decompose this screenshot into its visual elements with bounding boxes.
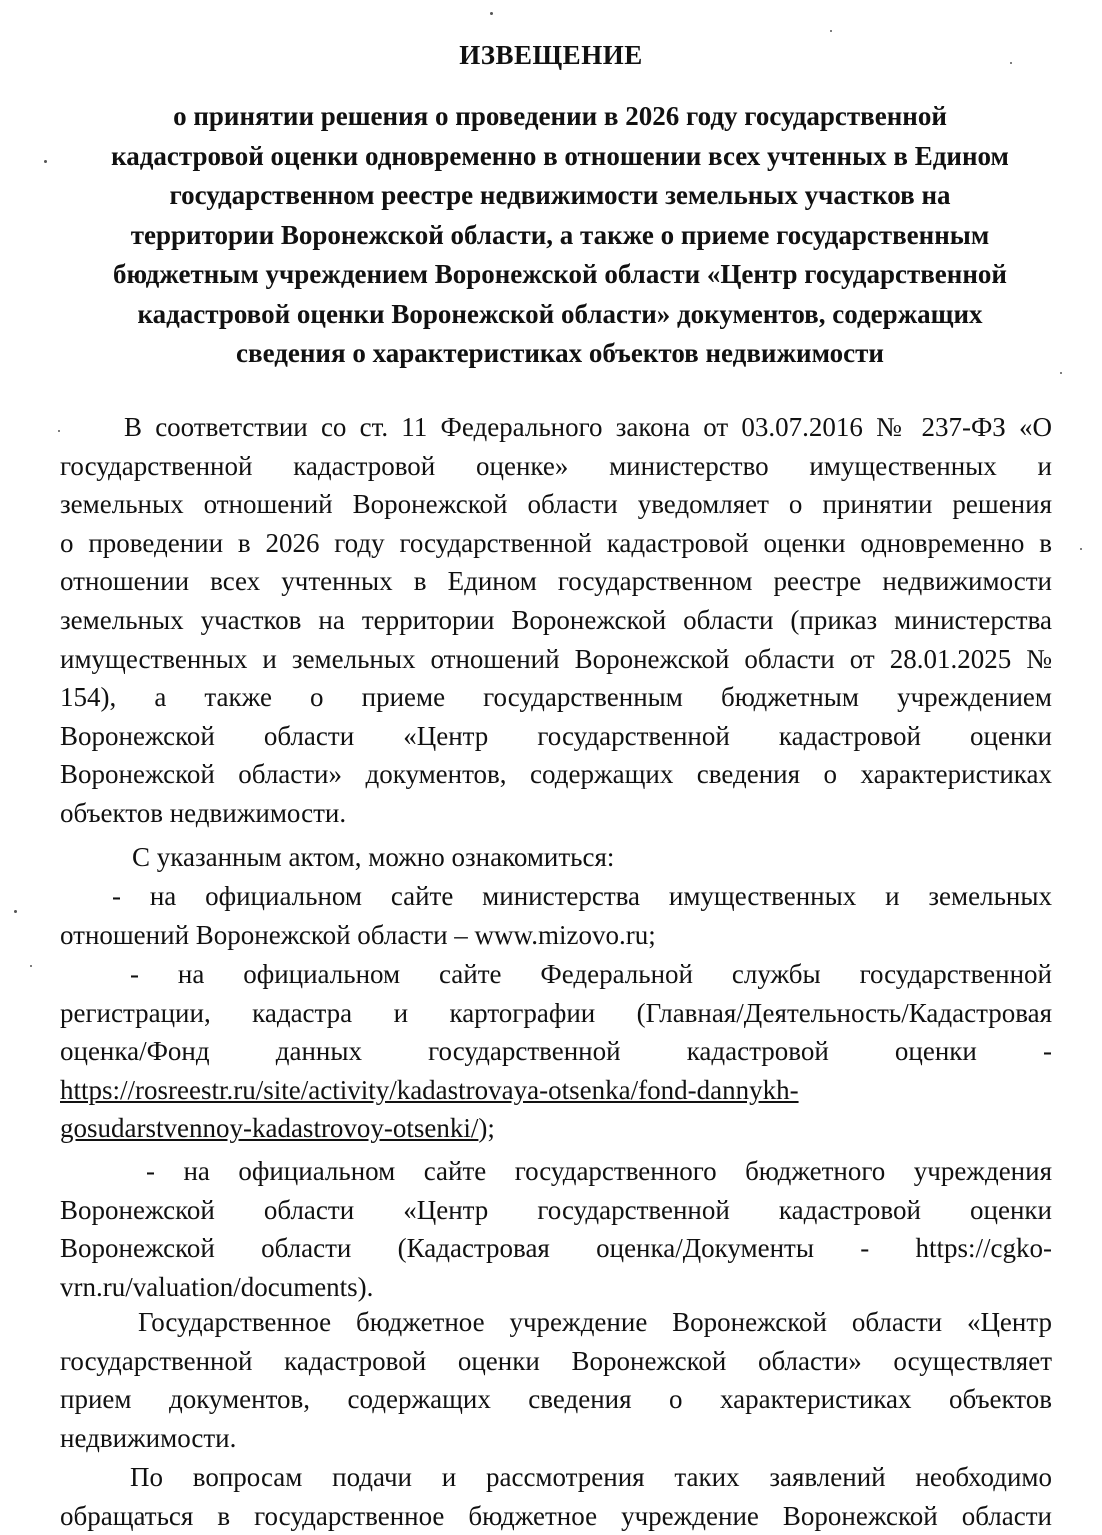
scan-speck <box>1080 548 1082 550</box>
paragraph-line: имущественных и земельных отношений Воронежской области от 28.01.2025 № <box>60 643 1052 674</box>
paragraph-line: государственной кадастровой оценке» министерство имущественных и <box>60 450 1052 481</box>
subtitle-line: кадастровой оценки одновременно в отношении всех учтенных в Едином <box>111 140 1009 171</box>
subtitle-line: бюджетным учреждением Воронежской области «Центр государственной <box>113 259 1007 289</box>
paragraph-line: прием документов, содержащих сведения о характеристиках объектов <box>60 1384 1052 1415</box>
paragraph-line <box>60 1071 1052 1110</box>
paragraph-line: Государственное бюджетное учреждение Воронежской области «Центр <box>138 1307 1052 1337</box>
paragraph-line: - на официальном сайте Федеральной службы государственной <box>130 959 1052 989</box>
paragraph-line: По вопросам подачи и рассмотрения таких заявлений необходимо <box>130 1462 1052 1492</box>
paragraph-line: Воронежской области «Центр государственной кадастровой оценки <box>60 720 1052 751</box>
paragraph-line: земельных участков на территории Воронежской области (приказ министерства <box>60 604 1052 635</box>
scan-speck <box>44 160 47 163</box>
list-item-cgko <box>60 1152 1052 1306</box>
paragraph-line: Воронежской области (Кадастровая оценка/Документы - https://cgko- <box>60 1233 1052 1264</box>
paragraph-line: - на официальном сайте министерства имущественных и земельных <box>112 881 1052 911</box>
list-item-rosreestr <box>60 955 1052 1148</box>
paragraph-line: обращаться в государственное бюджетное учреждение Воронежской области <box>60 1500 1052 1531</box>
paragraph-line: недвижимости. <box>60 1422 237 1453</box>
subtitle-line: сведения о характеристиках объектов недвижимости <box>236 338 884 368</box>
paragraph-line: отношении всех учтенных в Едином государственном реестре недвижимости <box>60 566 1052 597</box>
paragraph-line <box>60 1109 1052 1148</box>
paragraph-line: земельных отношений Воронежской области уведомляет о принятии решения <box>60 489 1052 520</box>
paragraph-where-to-view <box>60 838 1052 877</box>
paragraph-line: оценка/Фонд данных государственной кадастровой оценки - <box>60 1036 1052 1067</box>
paragraph-line: - на официальном сайте государственного бюджетного учреждения <box>146 1156 1052 1186</box>
scan-speck <box>58 430 60 432</box>
document-title: ИЗВЕЩЕНИЕ <box>459 40 643 70</box>
paragraph-line: отношений Воронежской области – www.mizovo.ru; <box>60 919 656 950</box>
scan-speck <box>30 965 32 967</box>
subtitle-line: кадастровой оценки Воронежской области» документов, содержащих <box>137 298 983 329</box>
paragraph-legal-basis <box>60 408 1052 833</box>
scan-speck <box>1010 62 1012 64</box>
rosreestr-link-continued[interactable]: gosudarstvennoy-kadastrovoy-otsenki/ <box>60 1113 479 1144</box>
subtitle-line: о принятии решения о проведении в 2026 году государственной <box>173 101 947 131</box>
paragraph-line: 154), а также о приеме государственным бюджетным учреждением <box>60 682 1052 713</box>
paragraph-line: Воронежской области «Центр государственной кадастровой оценки <box>60 1194 1052 1225</box>
paragraph-line: В соответствии со ст. 11 Федерального закона от 03.07.2016 № 237-ФЗ «О <box>124 412 1052 442</box>
paragraph-contact <box>60 1458 1052 1535</box>
paragraph-document-intake <box>60 1303 1052 1457</box>
scan-speck <box>490 12 493 15</box>
paragraph-line: Воронежской области» документов, содержащих сведения о характеристиках <box>60 759 1052 790</box>
paragraph-line: vrn.ru/valuation/documents). <box>60 1271 374 1302</box>
rosreestr-link[interactable]: https://rosreestr.ru/site/activity/kadastrovaya-otsenka/fond-dannykh- <box>60 1074 799 1105</box>
subtitle-line: государственном реестре недвижимости земельных участков на <box>169 180 951 210</box>
paragraph-line: о проведении в 2026 году государственной кадастровой оценки одновременно в <box>60 527 1052 558</box>
paragraph-line: регистрации, кадастра и картографии (Главная/Деятельность/Кадастровая <box>60 997 1052 1028</box>
paragraph-line: С указанным актом, можно ознакомиться: <box>132 842 615 872</box>
scan-speck <box>14 910 17 913</box>
list-item-mizovo <box>60 877 1052 954</box>
paragraph-line: объектов недвижимости. <box>60 797 347 828</box>
paragraph-line: государственной кадастровой оценки Воронежской области» осуществляет <box>60 1345 1052 1376</box>
scan-speck <box>1060 372 1062 374</box>
scan-speck <box>830 30 832 32</box>
subtitle-line: территории Воронежской области, а также о приеме государственным <box>130 219 990 250</box>
link-tail: ); <box>478 1113 495 1144</box>
document-subtitle <box>60 97 1060 374</box>
